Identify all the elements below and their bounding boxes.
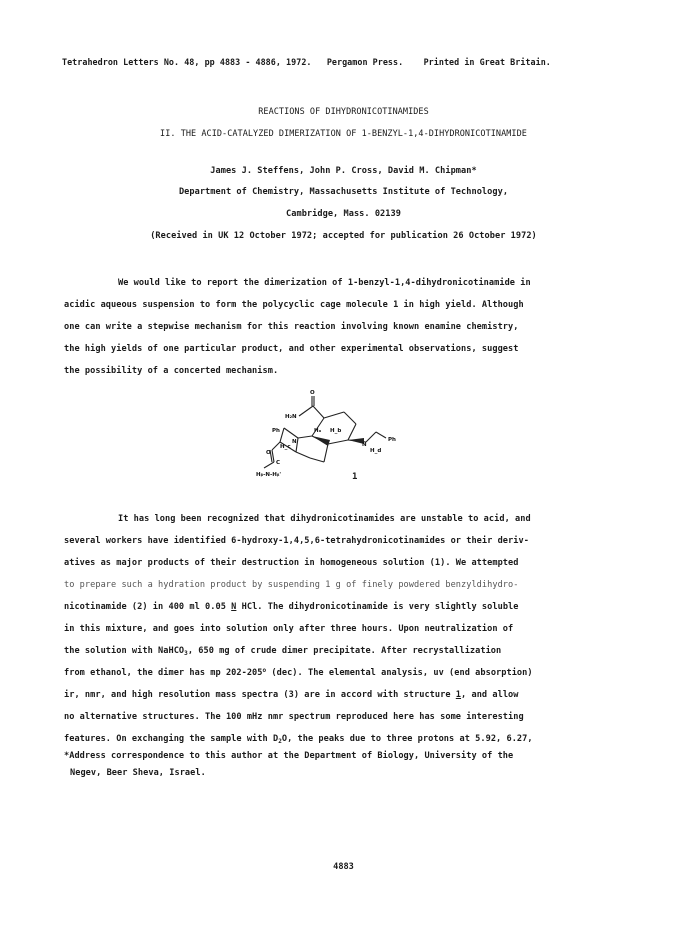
abstract-line-5: the possibility of a concerted mechanism. (64, 366, 279, 376)
body-line-10: no alternative structures. The 100 mHz nmr spectrum reproduced here has some interesting (64, 712, 524, 722)
footnote-line-1: *Address correspondence to this author at the Department of Biology, University of the (64, 751, 514, 761)
label-ph-right: Ph (388, 437, 396, 443)
body-line-7-b: , 650 mg of crude dimer precipitate. After recrystallization (187, 646, 502, 656)
normality-n: N (231, 602, 237, 612)
abstract-line-3: one can write a stepwise mechanism for this reaction involving known enamine chemistry, (64, 322, 519, 332)
label-hbn: Hᵦ-N-Hᵦ' (256, 472, 282, 478)
body-line-1: It has long been recognized that dihydronicotinamides are unstable to acid, and (118, 514, 531, 524)
body-line-3: atives as major products of their destruction in homogeneous solution (1). We attempted (64, 558, 519, 568)
body-line-5-b: HCl. The dihydronicotinamide is very slightly soluble (236, 602, 519, 612)
body-line-8-a: from ethanol, the dimer has mp 202-205 (64, 668, 263, 678)
abstract-line-1: We would like to report the dimerization of 1-benzyl-1,4-dihydronicotinamide in (118, 278, 531, 288)
body-line-9-a: ir, nmr, and high resolution mass spectra (3) are in accord with structure (64, 690, 456, 700)
body-line-7 (64, 646, 501, 656)
body-line-7-a: the solution with NaHCO (64, 646, 185, 656)
journal-header (62, 57, 551, 67)
body-line-6: in this mixture, and goes into solution only after three hours. Upon neutralization of (64, 624, 514, 634)
d2o-subscript: 2 (278, 738, 282, 745)
label-ha: Hₐ (314, 428, 322, 434)
label-hd: H_d (370, 448, 382, 454)
author-list: James J. Steffens, John P. Cross, David M. Chipman* (210, 166, 477, 176)
compound-number: 1 (352, 472, 358, 482)
structure-1-figure (252, 388, 412, 488)
body-line-11 (64, 734, 533, 744)
abstract-line-4: the high yields of one particular product, and other experimental observations, suggest (64, 344, 519, 354)
label-hc: H_c (280, 444, 291, 450)
body-line-5-a: nicotinamide (2) in 400 ml 0.05 (64, 602, 232, 612)
label-n1: N (292, 439, 297, 445)
label-c-low: C (276, 460, 281, 466)
label-o-top: O (310, 390, 315, 396)
label-o-low: O (266, 450, 271, 456)
affiliation: Department of Chemistry, Massachusetts Institute of Technology, (178, 187, 509, 197)
body-line-4: to prepare such a hydration product by suspending 1 g of finely powdered benzyldihydro- (64, 580, 519, 590)
body-line-2: several workers have identified 6-hydroxy-1,4,5,6-tetrahydronicotinamides or their deriv- (64, 536, 529, 546)
structure-ref: 1 (455, 690, 462, 700)
degree-superscript: o (262, 667, 267, 674)
label-n2: N (362, 442, 367, 448)
wedge-bond-1 (312, 436, 330, 446)
label-hb: H_b (330, 428, 342, 434)
label-ph-left: Ph (272, 428, 280, 434)
publisher: Pergamon Press. (326, 57, 404, 67)
body-line-11-a: features. On exchanging the sample with D (64, 734, 279, 744)
footnote-line-2: Negev, Beer Sheva, Israel. (70, 768, 206, 778)
affiliation-city: Cambridge, Mass. 02139 (286, 209, 401, 219)
body-line-9-b: , and allow (461, 690, 519, 700)
article-title: II. THE ACID-CATALYZED DIMERIZATION OF 1-BENZYL-1,4-DIHYDRONICOTINAMIDE (160, 129, 527, 139)
label-h2n: H₂N (285, 414, 297, 420)
printed-location: Printed in Great Britain. (423, 57, 551, 67)
page-number: 4883 (333, 862, 354, 872)
body-line-8 (64, 668, 533, 678)
nahco3-subscript: 3 (184, 650, 188, 657)
body-line-8-b: (dec). The elemental analysis, uv (end absorption) (266, 668, 533, 678)
journal-citation: Tetrahedron Letters No. 48, pp 4883 - 4886, 1972. (62, 57, 312, 67)
received-dates: (Received in UK 12 October 1972; accepted for publication 26 October 1972) (150, 231, 537, 241)
abstract-line-2: acidic aqueous suspension to form the polycyclic cage molecule 1 in high yield. Although (64, 300, 524, 310)
body-line-5 (64, 602, 519, 612)
body-line-11-b: O, the peaks due to three protons at 5.92, 6.27, (281, 734, 533, 744)
series-title: REACTIONS OF DIHYDRONICOTINAMIDES (258, 107, 429, 117)
body-line-9 (64, 690, 519, 700)
